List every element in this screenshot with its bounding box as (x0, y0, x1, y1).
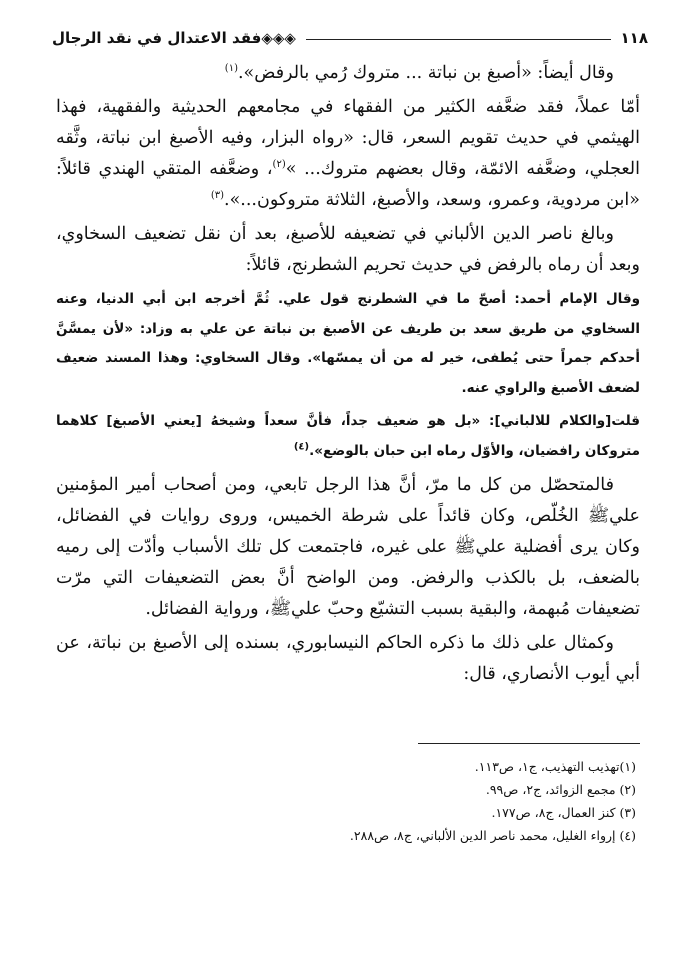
paragraph-text: وقال أيضاً: «أصبغ بن نباتة ... متروك رُمي بالرفض». (237, 63, 614, 83)
quote-text: قلت[والكلام للالباني]: «بل هو ضعيف جداً، فأنَّ سعداً وشيخهُ [يعني الأصبغ] كلاهما متروكان رافضيان، والأوّل رماه ابن حبان بالوضع». (56, 413, 640, 459)
running-header (52, 26, 648, 50)
paragraph-text: وبالغ ناصر الدين الألباني في تضعيفه للأصبغ، بعد أن نقل تضعيف السخاوي، وبعد أن رماه بالرفض في حديث تحريم الشطرنج، قائلاً: (56, 224, 640, 275)
paragraph (56, 219, 640, 281)
paragraph-text: أمّا عملاً، فقد ضعَّفه الكثير من الفقهاء في مجامعهم الحديثية والفقهية، فهذا الهيثمي في حديث تقويم السعر، قال: «رواه البزار، وفيه الأصبغ ابن نباتة، وثَّقه العجلي، وضعَّفه الائمّة، وقال بعضهم متروك... » (56, 97, 640, 179)
footnote: (٤) إرواء الغليل، محمد ناصر الدين الألباني، ج٨، ص٢٨٨. (349, 828, 636, 843)
paragraph (56, 470, 640, 625)
footnote-ref: (٤) (293, 441, 310, 452)
header-rule (306, 39, 611, 40)
footnote-separator (418, 743, 640, 744)
footnote-ref: (٣) (210, 190, 225, 202)
page-number: ١١٨ (620, 29, 648, 47)
paragraph (56, 58, 640, 89)
paragraph-text: فالمتحصّل من كل ما مرّ، أنَّ هذا الرجل تابعي، ومن أصحاب أمير المؤمنين عليﷺ الخُلّص، وكان قائداً على شرطة الخميس، وروى روايات في الفضائل، وكان يرى أفضلية عليﷺ على غيره، فاجتمعت كل تلك الأسباب وأدّت إلى رميه بالضعف، بل بالكذب والرفض. ومن الواضح أنَّ بعض التضعيفات التي مرّت تضعيفات مُبهمة، والبقية بسبب التشيّع وحبّ عليﷺ، ورواية الفضائل. (56, 475, 640, 619)
footnote: (٢) مجمع الزوائد، ج٢، ص٩٩. (485, 782, 636, 797)
running-title: ◈◈◈فقد الاعتدال في نقد الرجال (52, 29, 296, 47)
quote-text: وقال الإمام أحمد: أصحّ ما في الشطرنج قول علي. ثُمَّ أخرجه ابن أبي الدنيا، وعنه السخاوي من طريق سعد بن طريف عن الأصبغ بن نباتة عن علي به وزاد: «لأن يمسَّنَّ أحدكم جمراً حتى يُطفى، خير له من أن يمسّها». وقال السخاوي: وهذا المسند ضعيف لضعف الأصبغ والراوي عنه. (56, 291, 640, 396)
footnote: (١)تهذيب التهذيب، ج١، ص١١٣. (474, 759, 636, 774)
paragraph-text: ، وضعَّفه المتقي الهندي قائلاً: «ابن مردوية، وعمرو، وسعد، والأصبغ، الثلاثة متروكون...». (56, 159, 640, 210)
main-text (56, 58, 640, 693)
footnote-ref: (٢) (272, 159, 286, 171)
footnotes (56, 755, 636, 847)
paragraph (56, 628, 640, 690)
footnote: (٣) كنز العمال، ج٨، ص١٧٧. (491, 805, 636, 820)
block-quote (56, 285, 640, 403)
paragraph-text: وكمثال على ذلك ما ذكره الحاكم النيسابوري، بسنده إلى الأصبغ بن نباتة، عن أبي أيوب الأنصاري، قال: (56, 633, 640, 684)
block-quote (56, 407, 640, 466)
paragraph (56, 92, 640, 216)
footnote-ref: (١) (224, 63, 238, 75)
